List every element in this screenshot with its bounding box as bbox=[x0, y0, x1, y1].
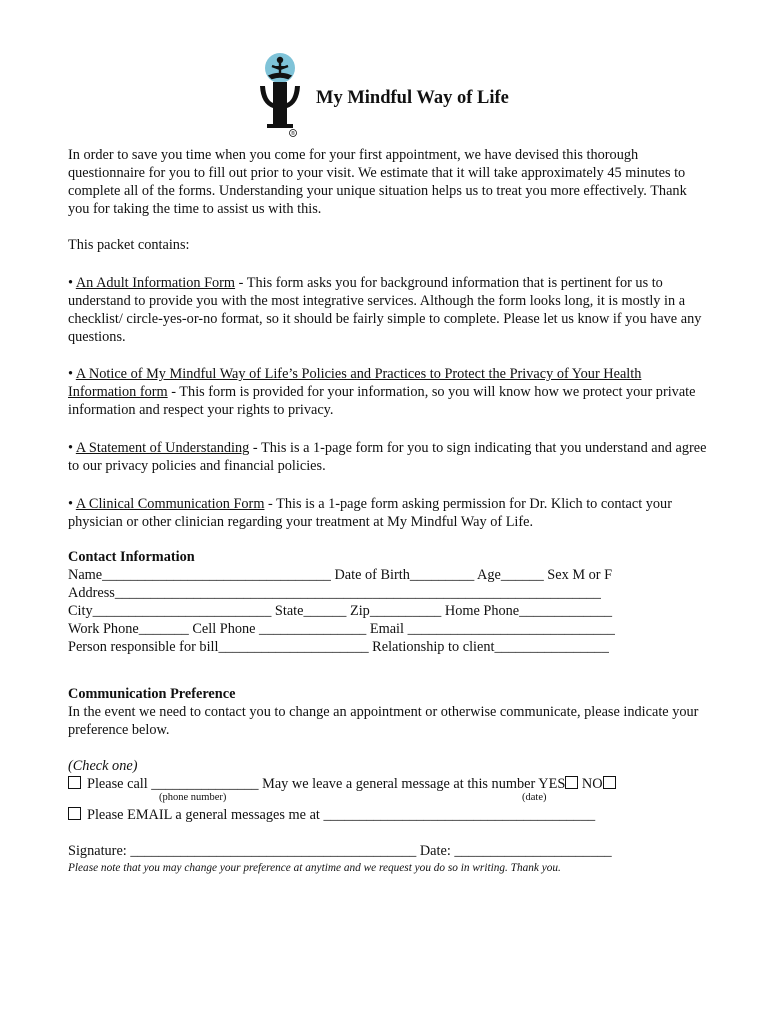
packet-item-desc: - This form is provided for your information, so you will know how we protect your private information and respect your rights to privacy. bbox=[68, 384, 696, 418]
call-option-row bbox=[68, 775, 708, 793]
communication-heading: Communication Preference bbox=[68, 686, 236, 702]
intro-paragraph: In order to save you time when you come for your first appointment, we have devised this thorough questionnaire for you to fill out prior to your visit. We estimate that it will take approximately 45 minutes to complete all of the forms. Understanding your unique situation helps us to treat you more effectively. Thank you for taking the time to assist us with this. bbox=[68, 147, 687, 217]
psi-meditator-logo-icon bbox=[255, 52, 305, 138]
email-option-label: Please EMAIL a general messages me at ______________________________________ bbox=[87, 807, 596, 823]
packet-item-title: A Statement of Understanding bbox=[75, 440, 250, 456]
contact-row-name[interactable]: Name________________________________ Date of Birth_________ Age______ Sex M or F bbox=[68, 567, 613, 583]
date-caption: (date) bbox=[522, 792, 547, 803]
packet-item-title: An Adult Information Form bbox=[75, 275, 236, 291]
contact-heading: Contact Information bbox=[68, 549, 195, 565]
check-one-label: (Check one) bbox=[68, 758, 138, 774]
packet-heading: This packet contains: bbox=[68, 237, 190, 253]
call-option-label: Please call _______________ May we leave a general message at this number YES bbox=[87, 776, 566, 792]
communication-text: In the event we need to contact you to change an appointment or otherwise communicate, please indicate your preference below. bbox=[68, 704, 699, 738]
packet-item-clinical: • A Clinical Communication Form - This is a 1-page form asking permission for Dr. Klich to contact your physician or other clinician regarding your treatment at My Mindful Way of Life. bbox=[68, 496, 672, 530]
packet-item-statement: • A Statement of Understanding - This is a 1-page form for you to sign indicating that you understand and agree to our privacy policies and financial policies. bbox=[68, 440, 707, 474]
no-checkbox[interactable] bbox=[603, 776, 616, 789]
packet-item-desc: - This is a 1-page form asking permission for Dr. Klich to contact your physician or other clinician regarding your treatment at My Mindful Way of Life. bbox=[68, 496, 672, 530]
registered-mark: ® bbox=[291, 131, 295, 137]
phone-caption: (phone number) bbox=[159, 792, 227, 803]
packet-item-title: A Notice of My Mindful Way of Life’s Policies and Practices to Protect the Privacy of Your Health Information form bbox=[68, 366, 642, 400]
packet-item-privacy-notice: • A Notice of My Mindful Way of Life’s Policies and Practices to Protect the Privacy of Your Health Information form - This form is provided for your information, so you will know how we protect your private information and respect your rights to privacy. bbox=[68, 366, 696, 418]
contact-row-phone[interactable]: Work Phone_______ Cell Phone _______________ Email _____________________________ bbox=[68, 621, 615, 637]
packet-item-desc: - This form asks you for background information that is pertinent for us to understand to provide you with the most integrative services. Although the form looks long, it is mostly in a checklist/ circle-yes-or-no format, so it should be fairly simple to complete. Please let us know if you have any questions. bbox=[68, 275, 702, 345]
brand-title: My Mindful Way of Life bbox=[316, 88, 509, 108]
email-checkbox[interactable] bbox=[68, 807, 81, 820]
packet-item-title: A Clinical Communication Form bbox=[75, 496, 265, 512]
no-label: NO bbox=[581, 776, 603, 792]
email-option-row bbox=[68, 806, 708, 824]
yes-checkbox[interactable] bbox=[565, 776, 578, 789]
packet-item-desc: - This is a 1-page form for you to sign indicating that you understand and agree to our privacy policies and financial policies. bbox=[68, 440, 707, 474]
signature-row[interactable]: Signature: ________________________________________ Date: ______________________ bbox=[68, 843, 612, 859]
call-checkbox[interactable] bbox=[68, 776, 81, 789]
contact-row-billing[interactable]: Person responsible for bill_____________________ Relationship to client________________ bbox=[68, 639, 609, 655]
packet-item-adult-form: • An Adult Information Form - This form asks you for background information that is pertinent for us to understand to provide you with the most integrative services. Although the form looks long, it is mostly in a checklist/ circle-yes-or-no format, so it should be fairly simple to complete. Please let us know if you have any questions. bbox=[68, 275, 702, 345]
contact-row-address[interactable]: Address____________________________________________________________________ bbox=[68, 585, 601, 601]
contact-row-city[interactable]: City_________________________ State______ Zip__________ Home Phone_____________ bbox=[68, 603, 613, 619]
signature-note: Please note that you may change your preference at anytime and we request you do so in writing. Thank you. bbox=[68, 862, 561, 874]
